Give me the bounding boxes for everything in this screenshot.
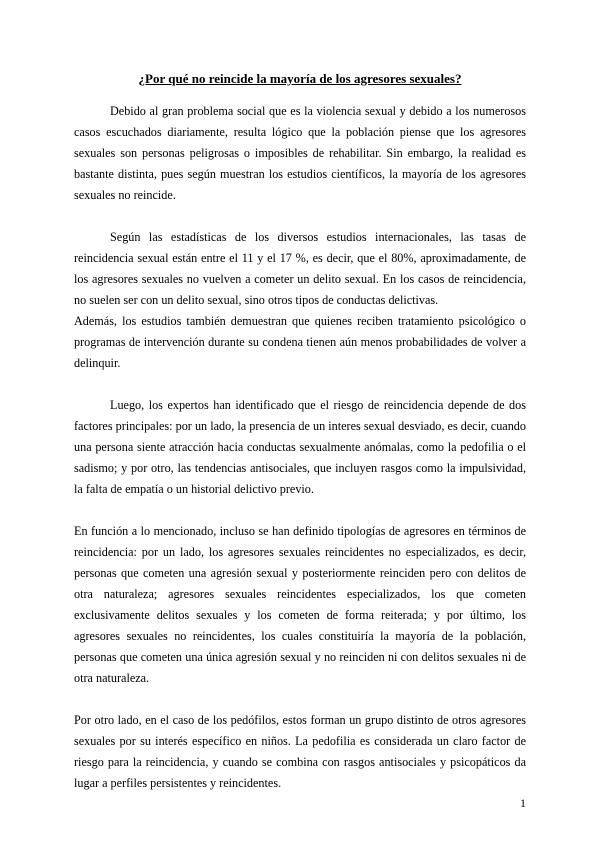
paragraph-spacer [74, 206, 526, 227]
page-number: 1 [520, 796, 526, 810]
paragraph-spacer [74, 500, 526, 521]
paragraph-spacer [74, 689, 526, 710]
paragraph-5: En función a lo mencionado, incluso se han definido tipologías de agresores en términos de reincidencia: por un lado, los agresores sexuales reincidentes no especializados, es decir, personas que cometen una agresión sexual y posteriormente reinciden pero con delitos de otra naturaleza; agresores sexuales reincidentes especializados, los que cometen exclusivamente delitos sexuales y los cometen de forma reiterada; y por último, los agresores sexuales no reincidentes, los cuales constituiría la mayoría de la población, personas que cometen una única agresión sexual y no reinciden ni con delitos sexuales ni de otra naturaleza. [74, 524, 526, 685]
paragraph-4: Luego, los expertos han identificado que el riesgo de reincidencia depende de dos factores principales: por un lado, la presencia de un interes sexual desviado, es decir, cuando una persona siente atracción hacia conductas sexualmente anómalas, como la pedofilia o el sadismo; y por otro, las tendencias antisociales, que incluyen rasgos como la impulsividad, la falta de empatía o un historial delictivo previo. [74, 398, 526, 496]
paragraph-6: Por otro lado, en el caso de los pedófilos, estos forman un grupo distinto de otros agresores sexuales por su interés específico en niños. La pedofilia es considerada un claro factor de riesgo para la reincidencia, y cuando se combina con rasgos antisociales y psicopáticos da lugar a perfiles persistentes y reincidentes. [74, 713, 526, 790]
paragraph-1: Debido al gran problema social que es la violencia sexual y debido a los numerosos casos escuchados diariamente, resulta lógico que la población piense que los agresores sexuales son personas peligrosas o imposibles de rehabilitar. Sin embargo, la realidad es bastante distinta, pues según muestran los estudios científicos, la mayoría de los agresores sexuales no reincide. [74, 104, 526, 202]
document-page [74, 70, 526, 794]
paragraph-spacer [74, 374, 526, 395]
document-title: ¿Por qué no reincide la mayoría de los agresores sexuales? [138, 71, 462, 86]
paragraph-3: Además, los estudios también demuestran que quienes reciben tratamiento psicológico o programas de intervención durante su condena tienen aún menos probabilidades de volver a delinquir. [74, 314, 526, 370]
paragraph-2: Según las estadísticas de los diversos estudios internacionales, las tasas de reincidencia sexual están entre el 11 y el 17 %, es decir, que el 80%, aproximadamente, de los agresores sexuales no vuelven a cometer un delito sexual. En los casos de reincidencia, no suelen ser con un delito sexual, sino otros tipos de conductas delictivas. [74, 230, 526, 307]
